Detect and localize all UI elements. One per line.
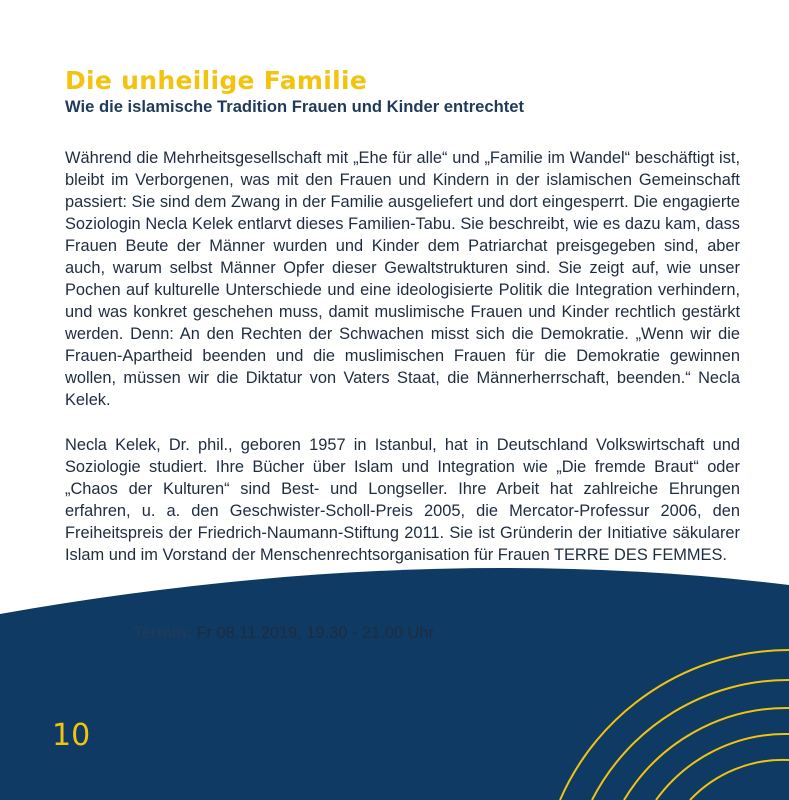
event-date-value: Fr 08.11.2019, 19.30 - 21.00 Uhr bbox=[191, 624, 434, 642]
description-paragraph: Während die Mehrheitsgesellschaft mit „Ehe für alle“ und „Familie im Wandel“ beschäftigt ist, bleibt im Verborgenen, was mit den Frauen und Kindern in der islamischen Gemeinschaft passiert: Sie sind dem Zwang in der Familie ausgeliefert und dort eingesperrt. Die engagierte Soziologin Necla Kelek entlarvt dieses Familien-Tabu. Sie beschreibt, wie es dazu kam, dass Frauen Beute der Männer wurden und Kinder dem Patriarchat preisgegeben sind, aber auch, warum selbst Männer Opfer dieser Gewaltstrukturen sind. Sie zeigt auf, wie unser Pochen auf kulturelle Unterschiede und eine ideologisierte Politik die Integration verhindern, und was konkret geschehen muss, damit muslimische Frauen und Kinder rechtlich gestärkt werden. Denn: An den Rechten der Schwachen misst sich die Demokratie. „Wenn wir die Frauen-Apartheid beenden und die muslimischen Frauen für die Demokratie gewinnen wollen, müssen wir die Diktatur von Vaters Staat, die Männerherrschaft, beenden.“ Necla Kelek. bbox=[65, 149, 740, 409]
page-number: 10 bbox=[52, 718, 91, 753]
article bbox=[65, 66, 740, 566]
author-bio-paragraph: Necla Kelek, Dr. phil., geboren 1957 in Istanbul, hat in Deutschland Volkswirtschaft und Soziologie studiert. Ihre Bücher über Islam und Integration wie „Die fremde Braut“ oder „Chaos der Kulturen“ sind Best- und Longseller. Ihre Arbeit hat zahlreiche Ehrungen erfahren, u. a. den Geschwister-Scholl-Preis 2005, die Mercator-Professur 2006, den Freiheitspreis der Friedrich-Naumann-Stiftung 2011. Sie ist Gründerin der Initiative säkularer Islam und im Vorstand der Menschenrechtsorganisation für Frauen TERRE DES FEMMES. bbox=[65, 436, 740, 564]
event-date-label: Termin: bbox=[133, 624, 192, 642]
navy-wave-shape bbox=[0, 568, 789, 800]
article-title: Die unheilige Familie bbox=[65, 66, 368, 95]
event-date bbox=[133, 624, 434, 643]
article-subtitle: Wie die islamische Tradition Frauen und Kinder entrechtet bbox=[65, 97, 525, 116]
